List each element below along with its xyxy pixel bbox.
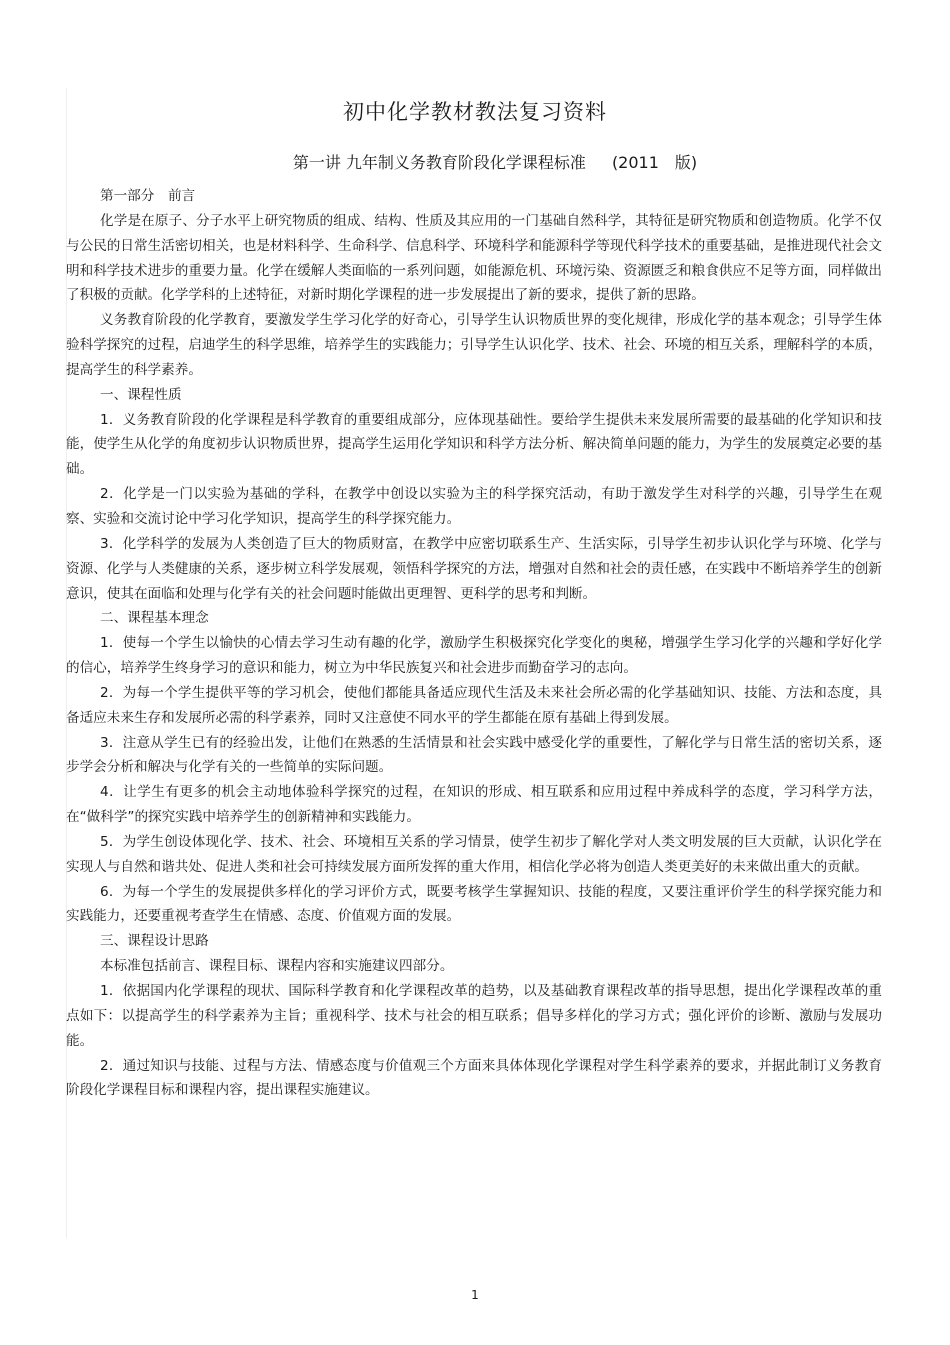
- paragraph: 3．注意从学生已有的经验出发，让他们在熟悉的生活情景和社会实践中感受化学的重要性，了解化学与日常生活的密切关系，逐步学会分析和解决与化学有关的一些简单的实际问题。: [66, 734, 882, 776]
- paragraph: 本标准包括前言、课程目标、课程内容和实施建议四部分。: [100, 958, 454, 975]
- paragraph: 1．义务教育阶段的化学课程是科学教育的重要组成部分，应体现基础性。要给学生提供未来发展所需要的最基础的化学知识和技能，使学生从化学的角度初步认识物质世界，提高学生运用化学知识和科学方法分析、解决简单问题的能力，为学生的发展奠定必要的基础。: [66, 411, 882, 478]
- section-heading: 一、课程性质: [100, 386, 182, 403]
- paragraph: 义务教育阶段的化学教育，要激发学生学习化学的好奇心，引导学生认识物质世界的变化规律，形成化学的基本观念；引导学生体验科学探究的过程，启迪学生的科学思维，培养学生的实践能力；引导学生认识化学、技术、社会、环境的相互关系，理解科学的本质，提高学生的科学素养。: [66, 312, 882, 378]
- section-heading: 二、课程基本理念: [100, 610, 209, 627]
- paragraph: 2．为每一个学生提供平等的学习机会，使他们都能具备适应现代生活及未来社会所必需的化学基础知识、技能、方法和态度，具备适应未来生存和发展所必需的科学素养，同时又注意使不同水平的学生都能在原有基础上得到发展。: [66, 684, 882, 726]
- section-heading: 三、课程设计思路: [100, 933, 209, 950]
- paragraph: 1．依据国内化学课程的现状、国际科学教育和化学课程改革的趋势，以及基础教育课程改革的指导思想，提出化学课程改革的重点如下：以提高学生的科学素养为主旨；重视科学、技术与社会的相互联系；倡导多样化的学习方式；强化评价的诊断、激励与发展功能。: [66, 983, 882, 1049]
- paragraph: 2．通过知识与技能、过程与方法、情感态度与价值观三个方面来具体体现化学课程对学生科学素养的要求，并据此制订义务教育阶段化学课程目标和课程内容，提出课程实施建议。: [66, 1057, 882, 1099]
- page-number: 1: [471, 1288, 479, 1302]
- page-subtitle: [0, 150, 950, 173]
- document-body: [66, 184, 882, 1103]
- paragraph: 4．让学生有更多的机会主动地体验科学探究的过程，在知识的形成、相互联系和应用过程中养成科学的态度，学习科学方法，在“做科学”的探究实践中培养学生的创新精神和实践能力。: [66, 784, 882, 826]
- paragraph: 2．化学是一门以实验为基础的学科，在教学中创设以实验为主的科学探究活动，有助于激发学生对科学的兴趣，引导学生在观察、实验和交流讨论中学习化学知识，提高学生的科学探究能力。: [66, 486, 882, 527]
- section-heading: 第一部分 前言: [100, 188, 196, 204]
- subtitle-text: 第一讲 九年制义务教育阶段化学课程标准: [292, 153, 586, 172]
- paragraph: 化学是在原子、分子水平上研究物质的组成、结构、性质及其应用的一门基础自然科学，其特征是研究物质和创造物质。化学不仅与公民的日常生活密切相关，也是材料科学、生命科学、信息科学、环境科学和能源科学等现代科学技术的重要基础，是推进现代社会文明和科学技术进步的重要力量。化学在缓解人类面临的一系列问题，如能源危机、环境污染、资源匮乏和粮食供应不足等方面，同样做出了积极的贡献。化学学科的上述特征，对新时期化学课程的进一步发展提出了新的要求，提供了新的思路。: [66, 212, 882, 304]
- paragraph: 1．使每一个学生以愉快的心情去学习生动有趣的化学，激励学生积极探究化学变化的奥秘，增强学生学习化学的兴趣和学好化学的信心，培养学生终身学习的意识和能力，树立为中华民族复兴和社会进步而勤奋学习的志向。: [66, 635, 882, 677]
- edition-label: (2011 版): [611, 153, 698, 172]
- page-title: 初中化学教材教法复习资料: [343, 100, 607, 124]
- paragraph: 5．为学生创设体现化学、技术、社会、环境相互关系的学习情景，使学生初步了解化学对人类文明发展的巨大贡献，认识化学在实现人与自然和谐共处、促进人类和社会可持续发展方面所发挥的重大作用，相信化学必将为创造人类更美好的未来做出重大的贡献。: [66, 833, 882, 875]
- paragraph: 3．化学科学的发展为人类创造了巨大的物质财富，在教学中应密切联系生产、生活实际，引导学生初步认识化学与环境、化学与资源、化学与人类健康的关系，逐步树立科学发展观，领悟科学探究的方法，增强对自然和社会的责任感，在实践中不断培养学生的创新意识，使其在面临和处理与化学有关的社会问题时能做出更理智、更科学的思考和判断。: [66, 535, 882, 602]
- paragraph: 6．为每一个学生的发展提供多样化的学习评价方式，既要考核学生掌握知识、技能的程度，又要注重评价学生的科学探究能力和实践能力，还要重视考查学生在情感、态度、价值观方面的发展。: [66, 883, 882, 925]
